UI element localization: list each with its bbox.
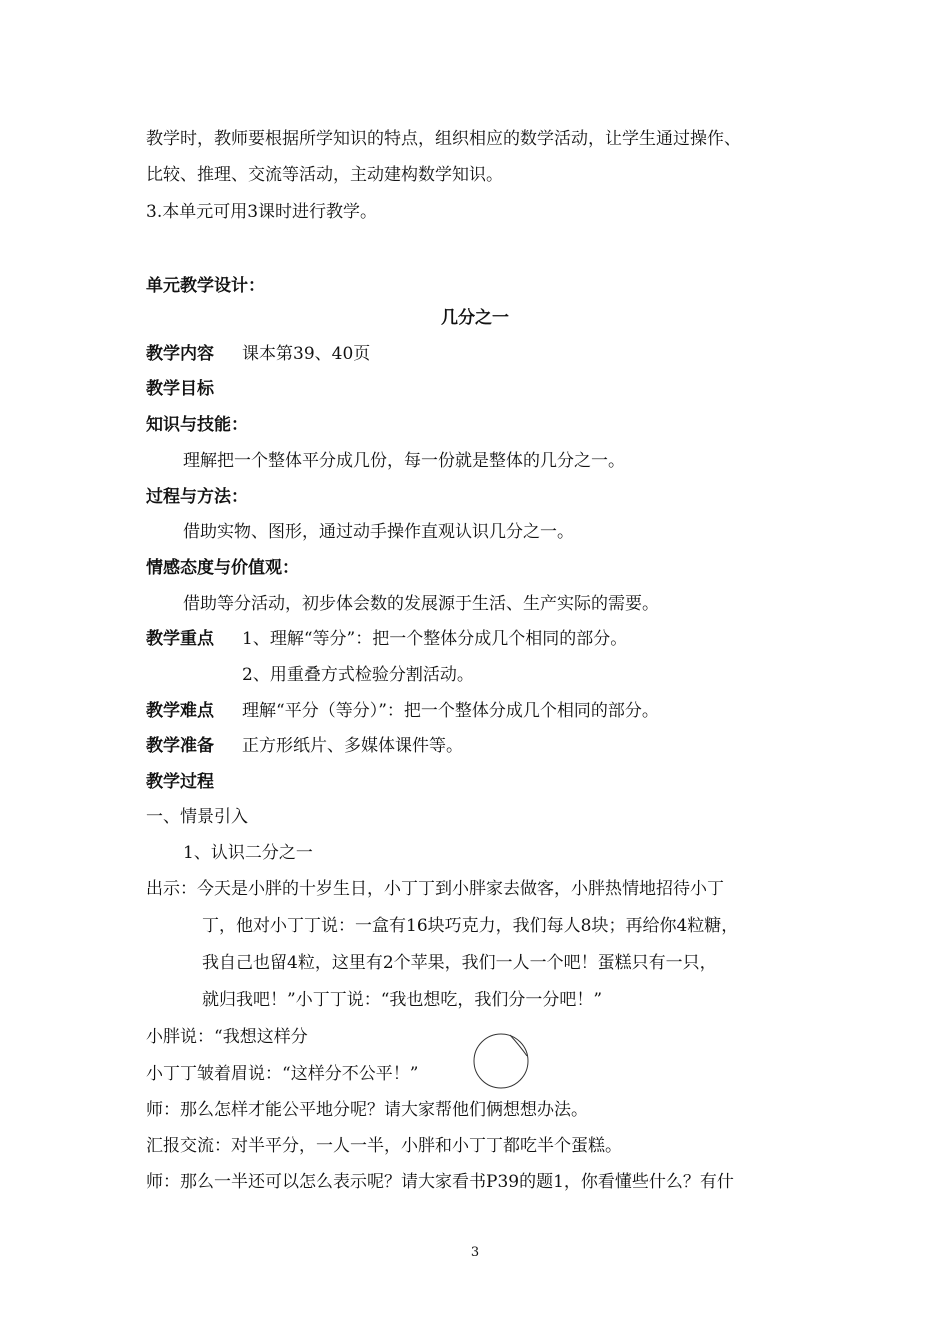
content-row — [146, 343, 370, 365]
paragraph-line: 比较、推理、交流等活动，主动建构数学知识。 — [146, 165, 503, 185]
process-text: 借助实物、图形，通过动手操作直观认识几分之一。 — [183, 522, 574, 542]
emotion-heading: 情感态度与价值观： — [146, 558, 299, 578]
story-line: 就归我吧！”小丁丁说：“我也想吃，我们分一分吧！” — [202, 990, 603, 1010]
cake-cut-line — [510, 1035, 527, 1056]
story-line: 我自己也留4粒，这里有2个苹果，我们一人一个吧！蛋糕只有一只， — [202, 953, 717, 973]
step-heading: 一、情景引入 — [146, 807, 248, 827]
dialogue-line: 师：那么一半还可以怎么表示呢？请大家看书P39的题1，你看懂些什么？有什 — [146, 1172, 734, 1192]
goals-heading: 教学目标 — [146, 379, 214, 399]
story-line: 出示：今天是小胖的十岁生日，小丁丁到小胖家去做客，小胖热情地招待小丁 — [146, 879, 724, 899]
prep-label: 教学准备 — [146, 736, 214, 756]
emotion-text: 借助等分活动，初步体会数的发展源于生活、生产实际的需要。 — [183, 594, 659, 614]
step-subheading: 1、认识二分之一 — [183, 843, 313, 863]
cake-circle-figure — [472, 1032, 530, 1090]
difficulty-row — [146, 700, 659, 722]
key-row — [146, 628, 627, 650]
page-number: 3 — [470, 1245, 480, 1260]
key-item-1: 1、理解“等分”：把一个整体分成几个相同的部分。 — [242, 629, 628, 649]
process-heading: 过程与方法： — [146, 487, 248, 507]
content-label: 教学内容 — [146, 344, 214, 364]
knowledge-heading: 知识与技能： — [146, 415, 248, 435]
dialogue-line: 汇报交流：对半平分，一人一半，小胖和小丁丁都吃半个蛋糕。 — [146, 1136, 622, 1156]
cake-outline — [474, 1034, 528, 1088]
key-label: 教学重点 — [146, 629, 214, 649]
knowledge-text: 理解把一个整体平分成几份，每一份就是整体的几分之一。 — [183, 451, 625, 471]
dialogue-line: 小胖说：“我想这样分 — [146, 1027, 308, 1047]
key-item-2: 2、用重叠方式检验分割活动。 — [242, 665, 474, 685]
difficulty-label: 教学难点 — [146, 701, 214, 721]
process-main-heading: 教学过程 — [146, 772, 214, 792]
dialogue-line: 小丁丁皱着眉说：“这样分不公平！” — [146, 1064, 419, 1084]
story-line: 丁，他对小丁丁说：一盒有16块巧克力，我们每人8块；再给你4粒糖， — [202, 916, 739, 936]
prep-value: 正方形纸片、多媒体课件等。 — [242, 736, 463, 756]
dialogue-line: 师：那么怎样才能公平地分呢？请大家帮他们俩想想办法。 — [146, 1100, 588, 1120]
prep-row — [146, 735, 463, 757]
paragraph-line: 3.本单元可用3课时进行教学。 — [146, 202, 378, 222]
section-heading: 单元教学设计： — [146, 276, 265, 296]
lesson-title: 几分之一 — [441, 308, 509, 328]
difficulty-value: 理解“平分（等分）”：把一个整体分成几个相同的部分。 — [242, 701, 659, 721]
content-value: 课本第39、40页 — [242, 344, 371, 364]
paragraph-line: 教学时，教师要根据所学知识的特点，组织相应的数学活动，让学生通过操作、 — [146, 129, 741, 149]
